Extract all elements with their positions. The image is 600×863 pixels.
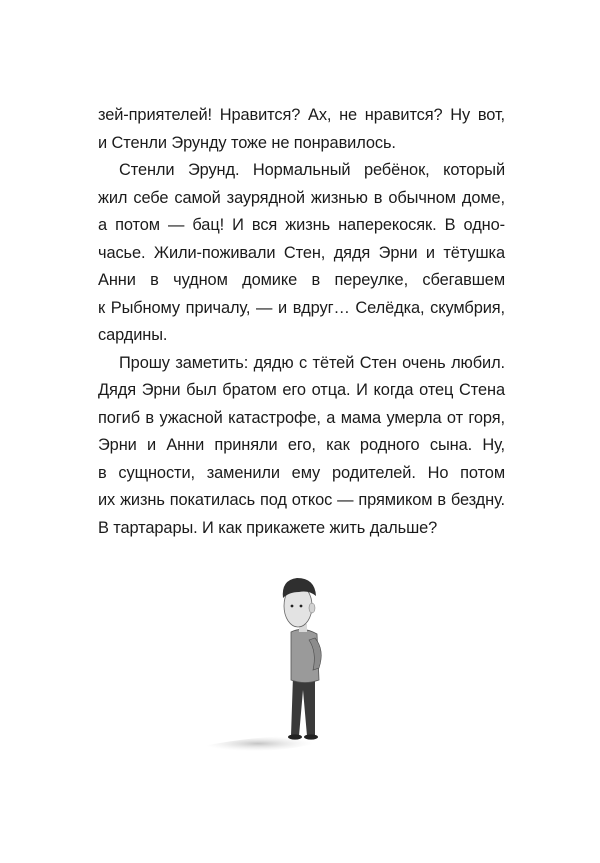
boy-ear bbox=[309, 603, 315, 613]
text-line: зей-приятелей! Нравится? Ах, не нравится? Ну вот, bbox=[98, 106, 505, 124]
paragraph-3 bbox=[98, 350, 505, 543]
text-line: сардины. bbox=[98, 326, 168, 344]
boy-shoe-right bbox=[304, 734, 318, 739]
boy-shoe-left bbox=[288, 734, 302, 739]
boy-legs bbox=[291, 676, 315, 736]
text-line: в сущности, заменили ему родителей. Но потом bbox=[98, 463, 505, 482]
text-line: жил себе самой заурядной жизнью в обычном доме, bbox=[98, 188, 505, 207]
paragraph-1 bbox=[98, 102, 505, 157]
text-line: Дядя Эрни был братом его отца. И когда отец Стена bbox=[98, 381, 505, 399]
paragraph-2 bbox=[98, 157, 505, 350]
text-line: часье. Жили-поживали Стен, дядя Эрни и тётушка bbox=[98, 243, 505, 262]
text-line: В тартарары. И как прикажете жить дальше? bbox=[98, 518, 438, 537]
boy-eye-left bbox=[291, 605, 294, 608]
body-text bbox=[98, 102, 505, 542]
text-line: погиб в ужасной катастрофе, а мама умерла от горя, bbox=[98, 408, 505, 427]
text-line: Анни в чудном домике в переулке, сбегавшем bbox=[98, 271, 505, 289]
text-line: и Стенли Эрунду тоже не понравилось. bbox=[98, 133, 396, 152]
boy-eye-right bbox=[300, 605, 303, 608]
boy-illustration bbox=[195, 540, 395, 770]
text-line: Эрни и Анни приняли его, как родного сына. Ну, bbox=[98, 436, 505, 454]
text-line: Стенли Эрунд. Нормальный ребёнок, который bbox=[119, 161, 505, 179]
text-line: к Рыбному причалу, — и вдруг… Селёдка, скумбрия, bbox=[98, 298, 505, 317]
text-line: их жизнь покатилась под откос — прямиком в бездну. bbox=[98, 491, 505, 509]
text-line: а потом — бац! И вся жизнь наперекосяк. В одно- bbox=[98, 216, 505, 234]
text-line: Прошу заметить: дядю с тётей Стен очень любил. bbox=[119, 353, 505, 372]
